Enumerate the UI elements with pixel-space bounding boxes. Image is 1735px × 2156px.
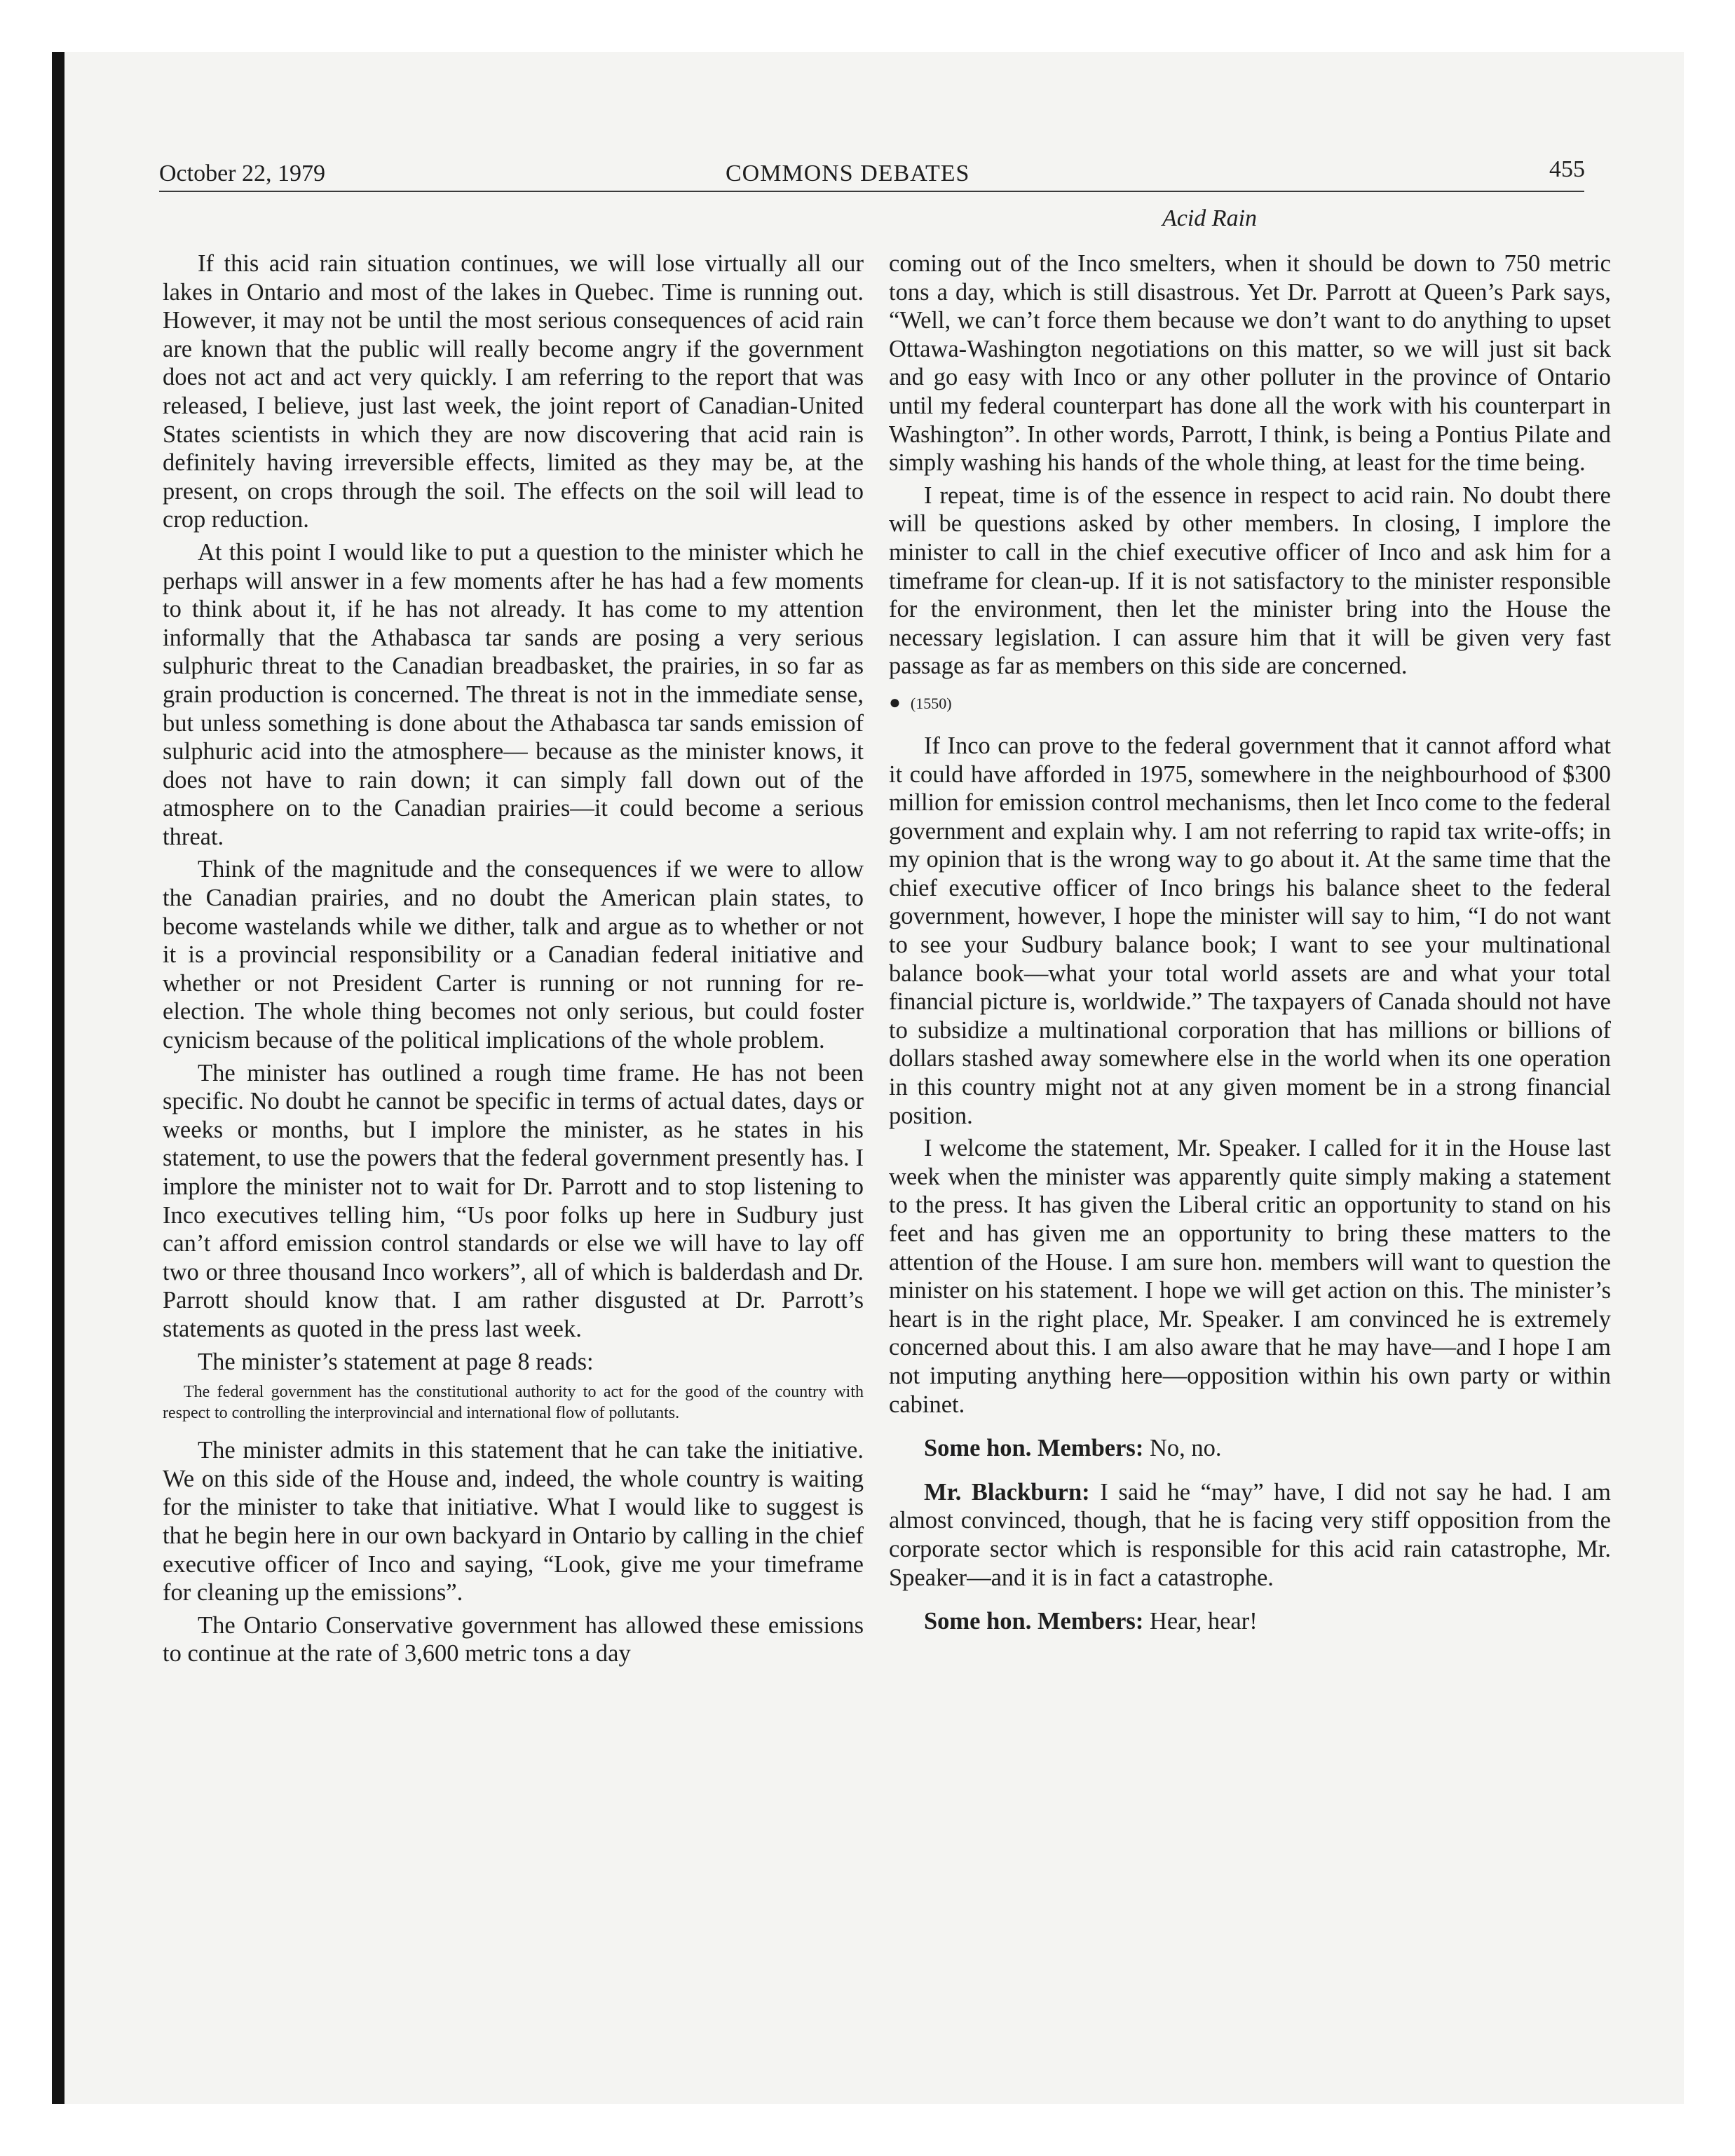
paragraph: The Ontario Conservative government has allowed these emissions to continue at the rate of 3,600 metric tons a day [163, 1611, 864, 1667]
paragraph: The minister’s statement at page 8 reads: [198, 1348, 594, 1375]
right-column [889, 250, 1611, 1640]
scan-edge-shadow [52, 52, 64, 2104]
paragraph: Think of the magnitude and the consequences if we were to allow the Canadian prairies, and no doubt the American plain states, to become wastelands while we dither, talk and argue as to whether or not it is a provincial responsibility or a Canadian federal initiative and whether or not President Carter is running or not running for re-election. The whole thing becomes not only serious, but could foster cynicism because of the political implications of the whole problem. [163, 856, 864, 1054]
speech-text: No, no. [1149, 1435, 1222, 1462]
speech-text: I said he “may” have, I did not say he had. I am almost convinced, though, that he is facing very stiff opposition from the corporate sector which is responsible for this acid rain catastrophe, Mr. Speaker—and it is in fact a catastrophe. [889, 1478, 1612, 1591]
paragraph: At this point I would like to put a question to the minister which he perhaps will answer in a few moments after he has had a few moments to think about it, if he has not already. It has come to my attention informally that the Athabasca tar sands are posing a very serious sulphuric threat to the Canadian breadbasket, the prairies, in so far as grain production is concerned. The threat is not in the immediate sense, but unless something is done about the Athabasca tar sands emission of sulphuric acid into the atmosphere— because as the minister knows, it does not have to rain down; it can simply fall down out of the atmosphere on to the Canadian prairies—it could become a serious threat. [163, 538, 864, 850]
header-rule [159, 191, 1584, 192]
bullet-icon: ● [889, 691, 901, 714]
page-number: 455 [1549, 156, 1585, 182]
paragraph: I repeat, time is of the essence in respect to acid rain. No doubt there will be questions asked by other members. In closing, I implore the minister to call in the chief executive officer of Inco and ask him for a timeframe for clean-up. If it is not satisfactory to the minister responsible for the environment, then let the minister bring into the House the necessary legislation. I can assure him that it will be given very fast passage as far as members on this side are concerned. [889, 482, 1611, 680]
paragraph: If this acid rain situation continues, we will lose virtually all our lakes in Ontario and most of the lakes in Quebec. Time is running out. However, it may not be until the most serious consequences of acid rain are known that the public will really become angry if the government does not act and act very quickly. I am referring to the report that was released, I believe, just last week, the joint report of Canadian-United States scientists in which they are now discovering that acid rain is definitely having irreversible effects, limited as they may be, at the present, on crops through the soil. The effects on the soil will lead to crop reduction. [163, 250, 864, 533]
timestamp [889, 689, 1611, 718]
section-title: Acid Rain [1162, 205, 1258, 231]
interjection [889, 1478, 1611, 1592]
left-column [163, 250, 864, 1672]
speaker-name: Some hon. Members: [924, 1435, 1144, 1462]
paragraph: The minister admits in this statement that he can take the initiative. We on this side of the House and, indeed, the whole country is waiting for the minister to take that initiative. What I would like to suggest is that he begin here in our own backyard in Ontario by calling in the chief executive officer of Inco and saying, “Look, give me your timeframe for cleaning up the emissions”. [163, 1437, 864, 1606]
speaker-name: Some hon. Members: [924, 1608, 1144, 1635]
paragraph: I welcome the statement, Mr. Speaker. I called for it in the House last week when the minister was apparently quite simply making a statement to the press. It has given the Liberal critic an opportunity to stand on his feet and has given me an opportunity to bring these matters to the attention of the House. I am sure hon. members will want to question the minister on his statement. I hope we will get action on this. The minister’s heart is in the right place, Mr. Speaker. I am convinced he is extremely concerned about this. I am also aware that he may have—and I hope I am not imputing anything here—opposition within his own party or within cabinet. [889, 1135, 1611, 1418]
timestamp-text: (1550) [910, 694, 952, 712]
header-title: COMMONS DEBATES [726, 161, 970, 186]
paragraph: If Inco can prove to the federal government that it cannot afford what it could have afforded in 1975, somewhere in the neighbourhood of $300 million for emission control mechanisms, then let Inco come to the federal government and explain why. I am not referring to rapid tax write-offs; in my opinion that is the wrong way to go about it. At the same time that the chief executive officer of Inco brings his balance sheet to the federal government, however, I hope the minister will say to him, “I do not want to see your Sudbury balance book; I want to see your multinational balance book—what your total world assets are and what your total financial picture is, worldwide.” The taxpayers of Canada should not have to subsidize a multinational corporation that has millions or billions of dollars stashed away somewhere else in the world when its one operation in this country might not at any given moment be in a strong financial position. [889, 732, 1611, 1129]
paragraph: The minister has outlined a rough time frame. He has not been specific. No doubt he cannot be specific in terms of actual dates, days or weeks or months, but I implore the minister, as he states in his statement, to use the powers that the federal government presently has. I implore the minister not to wait for Dr. Parrott and to stop listening to Inco executives telling him, “Us poor folks up here in Sudbury just can’t afford emission control standards or else we will have to lay off two or three thousand Inco workers”, all of which is balderdash and Dr. Parrott should know that. I am rather disgusted at Dr. Parrott’s statements as quoted in the press last week. [163, 1059, 864, 1342]
speech-text: Hear, hear! [1149, 1608, 1258, 1635]
interjection [889, 1607, 1611, 1636]
header-date: October 22, 1979 [159, 161, 326, 186]
speaker-name: Mr. Blackburn: [924, 1478, 1090, 1506]
block-quote: The federal government has the constitutional authority to act for the good of the country with respect to controlling the interprovincial and international flow of pollutants. [163, 1383, 864, 1423]
interjection [889, 1434, 1611, 1463]
paragraph: coming out of the Inco smelters, when it should be down to 750 metric tons a day, which is still disastrous. Yet Dr. Parrott at Queen’s Park says, “Well, we can’t force them because we don’t want to do anything to upset Ottawa-Washington negotiations on this matter, so we will just sit back and go easy with Inco or any other polluter in the province of Ontario until my federal counterpart has done all the work with his counterpart in Washington”. In other words, Parrott, I think, is being a Pontius Pilate and simply washing his hands of the whole thing, at least for the time being. [889, 250, 1611, 477]
